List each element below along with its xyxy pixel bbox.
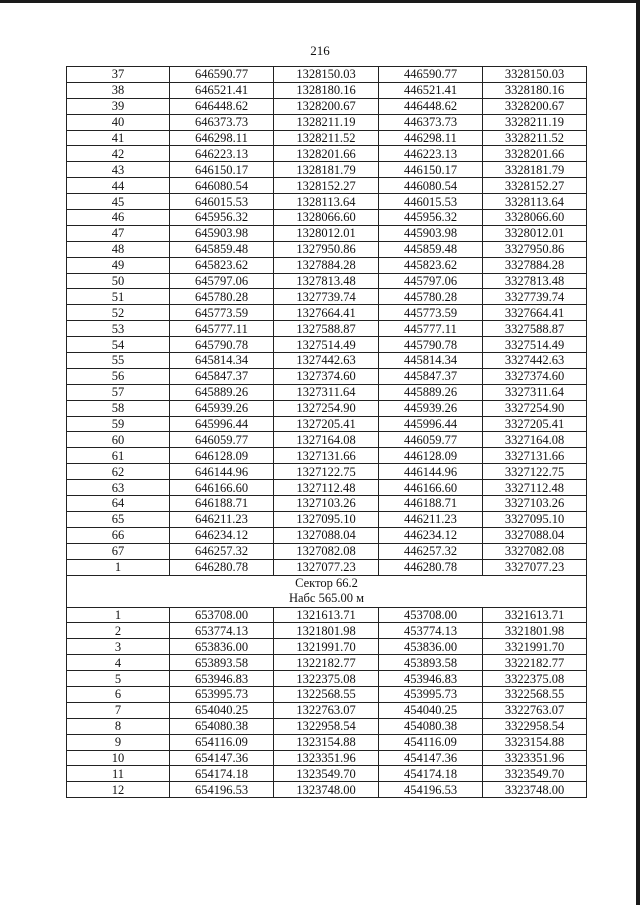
y-msk-cell: 1327664.41 xyxy=(274,305,379,321)
y-local-cell: 3327077.23 xyxy=(483,559,587,575)
x-msk-cell: 653995.73 xyxy=(170,686,274,702)
y-msk-cell: 1327095.10 xyxy=(274,511,379,527)
y-msk-cell: 1327950.86 xyxy=(274,241,379,257)
point-number-cell: 7 xyxy=(67,702,170,718)
x-local-cell: 453946.83 xyxy=(379,671,483,687)
page-number: 216 xyxy=(310,43,330,58)
point-number-cell: 4 xyxy=(67,655,170,671)
y-msk-cell: 1327088.04 xyxy=(274,527,379,543)
x-msk-cell: 646166.60 xyxy=(170,480,274,496)
point-number-cell: 10 xyxy=(67,750,170,766)
x-local-cell: 445780.28 xyxy=(379,289,483,305)
x-local-cell: 454196.53 xyxy=(379,782,483,798)
y-msk-cell: 1322763.07 xyxy=(274,702,379,718)
point-number-cell: 64 xyxy=(67,496,170,512)
y-msk-cell: 1323154.88 xyxy=(274,734,379,750)
x-msk-cell: 646150.17 xyxy=(170,162,274,178)
y-msk-cell: 1327122.75 xyxy=(274,464,379,480)
y-msk-cell: 1327164.08 xyxy=(274,432,379,448)
y-msk-cell: 1323351.96 xyxy=(274,750,379,766)
x-msk-cell: 646298.11 xyxy=(170,130,274,146)
point-number-cell: 57 xyxy=(67,384,170,400)
x-local-cell: 446234.12 xyxy=(379,527,483,543)
point-number-cell: 9 xyxy=(67,734,170,750)
x-msk-cell: 645903.98 xyxy=(170,225,274,241)
point-number-cell: 2 xyxy=(67,623,170,639)
x-local-cell: 446144.96 xyxy=(379,464,483,480)
y-msk-cell: 1327311.64 xyxy=(274,384,379,400)
point-number-cell: 40 xyxy=(67,114,170,130)
y-local-cell: 3327205.41 xyxy=(483,416,587,432)
table-row xyxy=(67,400,587,416)
point-number-cell: 62 xyxy=(67,464,170,480)
x-local-cell: 446128.09 xyxy=(379,448,483,464)
table-row xyxy=(67,432,587,448)
table-row xyxy=(67,114,587,130)
x-local-cell: 446188.71 xyxy=(379,496,483,512)
y-local-cell: 3328201.66 xyxy=(483,146,587,162)
y-local-cell: 3322763.07 xyxy=(483,702,587,718)
y-msk-cell: 1322375.08 xyxy=(274,671,379,687)
sector-subtitle: Набс 565.00 м xyxy=(288,591,365,605)
point-number-cell: 12 xyxy=(67,782,170,798)
table-row xyxy=(67,639,587,655)
point-number-cell: 52 xyxy=(67,305,170,321)
x-local-cell: 453893.58 xyxy=(379,655,483,671)
y-local-cell: 3327122.75 xyxy=(483,464,587,480)
y-msk-cell: 1327082.08 xyxy=(274,543,379,559)
table-row xyxy=(67,210,587,226)
y-local-cell: 3321613.71 xyxy=(483,607,587,623)
x-local-cell: 446015.53 xyxy=(379,194,483,210)
y-msk-cell: 1328152.27 xyxy=(274,178,379,194)
y-msk-cell: 1328181.79 xyxy=(274,162,379,178)
table-row xyxy=(67,257,587,273)
y-local-cell: 3327374.60 xyxy=(483,368,587,384)
x-local-cell: 445956.32 xyxy=(379,210,483,226)
table-row xyxy=(67,496,587,512)
y-local-cell: 3328211.52 xyxy=(483,130,587,146)
y-msk-cell: 1327813.48 xyxy=(274,273,379,289)
y-local-cell: 3328012.01 xyxy=(483,225,587,241)
table-row xyxy=(67,305,587,321)
x-local-cell: 446280.78 xyxy=(379,559,483,575)
table-row xyxy=(67,225,587,241)
table-row xyxy=(67,511,587,527)
point-number-cell: 51 xyxy=(67,289,170,305)
y-msk-cell: 1327884.28 xyxy=(274,257,379,273)
page-border-right xyxy=(636,0,640,905)
x-local-cell: 454040.25 xyxy=(379,702,483,718)
table-row xyxy=(67,130,587,146)
point-number-cell: 45 xyxy=(67,194,170,210)
y-local-cell: 3328180.16 xyxy=(483,82,587,98)
table-row xyxy=(67,702,587,718)
x-msk-cell: 645847.37 xyxy=(170,368,274,384)
y-msk-cell: 1328066.60 xyxy=(274,210,379,226)
coordinates-table xyxy=(66,66,587,798)
x-local-cell: 446590.77 xyxy=(379,67,483,83)
x-msk-cell: 645773.59 xyxy=(170,305,274,321)
point-number-cell: 1 xyxy=(67,607,170,623)
y-local-cell: 3327112.48 xyxy=(483,480,587,496)
point-number-cell: 65 xyxy=(67,511,170,527)
x-msk-cell: 654174.18 xyxy=(170,766,274,782)
x-local-cell: 453708.00 xyxy=(379,607,483,623)
point-number-cell: 55 xyxy=(67,353,170,369)
point-number-cell: 43 xyxy=(67,162,170,178)
y-local-cell: 3327088.04 xyxy=(483,527,587,543)
table-row xyxy=(67,273,587,289)
x-msk-cell: 646234.12 xyxy=(170,527,274,543)
y-local-cell: 3323549.70 xyxy=(483,766,587,782)
x-msk-cell: 646188.71 xyxy=(170,496,274,512)
x-msk-cell: 653774.13 xyxy=(170,623,274,639)
x-msk-cell: 646448.62 xyxy=(170,98,274,114)
point-number-cell: 1 xyxy=(67,559,170,575)
y-local-cell: 3327884.28 xyxy=(483,257,587,273)
table-row xyxy=(67,559,587,575)
point-number-cell: 58 xyxy=(67,400,170,416)
y-local-cell: 3327131.66 xyxy=(483,448,587,464)
y-msk-cell: 1327588.87 xyxy=(274,321,379,337)
x-local-cell: 446373.73 xyxy=(379,114,483,130)
table-row xyxy=(67,527,587,543)
y-local-cell: 3328200.67 xyxy=(483,98,587,114)
y-local-cell: 3327095.10 xyxy=(483,511,587,527)
x-msk-cell: 646257.32 xyxy=(170,543,274,559)
y-msk-cell: 1321613.71 xyxy=(274,607,379,623)
x-local-cell: 446448.62 xyxy=(379,98,483,114)
x-msk-cell: 653893.58 xyxy=(170,655,274,671)
y-msk-cell: 1328180.16 xyxy=(274,82,379,98)
table-row xyxy=(67,416,587,432)
point-number-cell: 54 xyxy=(67,337,170,353)
x-local-cell: 453774.13 xyxy=(379,623,483,639)
point-number-cell: 8 xyxy=(67,718,170,734)
y-local-cell: 3327442.63 xyxy=(483,353,587,369)
y-msk-cell: 1327112.48 xyxy=(274,480,379,496)
table-row xyxy=(67,734,587,750)
x-local-cell: 446257.32 xyxy=(379,543,483,559)
point-number-cell: 46 xyxy=(67,210,170,226)
table-row xyxy=(67,146,587,162)
table-row xyxy=(67,686,587,702)
point-number-cell: 47 xyxy=(67,225,170,241)
y-msk-cell: 1323748.00 xyxy=(274,782,379,798)
x-local-cell: 445939.26 xyxy=(379,400,483,416)
y-msk-cell: 1322568.55 xyxy=(274,686,379,702)
y-local-cell: 3327514.49 xyxy=(483,337,587,353)
point-number-cell: 6 xyxy=(67,686,170,702)
x-msk-cell: 646059.77 xyxy=(170,432,274,448)
x-msk-cell: 645956.32 xyxy=(170,210,274,226)
x-msk-cell: 654116.09 xyxy=(170,734,274,750)
table-row xyxy=(67,543,587,559)
table-body-after-sector xyxy=(67,607,587,798)
point-number-cell: 42 xyxy=(67,146,170,162)
y-msk-cell: 1328012.01 xyxy=(274,225,379,241)
sector-title: Сектор 66.2 xyxy=(295,576,358,590)
y-local-cell: 3327813.48 xyxy=(483,273,587,289)
x-msk-cell: 654040.25 xyxy=(170,702,274,718)
y-local-cell: 3323351.96 xyxy=(483,750,587,766)
x-local-cell: 445790.78 xyxy=(379,337,483,353)
y-msk-cell: 1327442.63 xyxy=(274,353,379,369)
x-msk-cell: 645939.26 xyxy=(170,400,274,416)
x-local-cell: 446166.60 xyxy=(379,480,483,496)
y-msk-cell: 1323549.70 xyxy=(274,766,379,782)
x-local-cell: 454147.36 xyxy=(379,750,483,766)
point-number-cell: 66 xyxy=(67,527,170,543)
table-row xyxy=(67,353,587,369)
point-number-cell: 50 xyxy=(67,273,170,289)
table-row xyxy=(67,337,587,353)
y-local-cell: 3328211.19 xyxy=(483,114,587,130)
x-local-cell: 445777.11 xyxy=(379,321,483,337)
table-row xyxy=(67,671,587,687)
x-local-cell: 446150.17 xyxy=(379,162,483,178)
table-row xyxy=(67,178,587,194)
x-local-cell: 445773.59 xyxy=(379,305,483,321)
x-local-cell: 445996.44 xyxy=(379,416,483,432)
y-msk-cell: 1322958.54 xyxy=(274,718,379,734)
point-number-cell: 5 xyxy=(67,671,170,687)
point-number-cell: 44 xyxy=(67,178,170,194)
y-msk-cell: 1328113.64 xyxy=(274,194,379,210)
y-msk-cell: 1327077.23 xyxy=(274,559,379,575)
point-number-cell: 3 xyxy=(67,639,170,655)
page-border-top xyxy=(0,0,640,3)
point-number-cell: 48 xyxy=(67,241,170,257)
x-local-cell: 445823.62 xyxy=(379,257,483,273)
x-local-cell: 446080.54 xyxy=(379,178,483,194)
y-local-cell: 3323748.00 xyxy=(483,782,587,798)
x-local-cell: 446521.41 xyxy=(379,82,483,98)
point-number-cell: 11 xyxy=(67,766,170,782)
point-number-cell: 41 xyxy=(67,130,170,146)
x-msk-cell: 645814.34 xyxy=(170,353,274,369)
y-msk-cell: 1327739.74 xyxy=(274,289,379,305)
y-local-cell: 3327254.90 xyxy=(483,400,587,416)
table-row xyxy=(67,162,587,178)
x-local-cell: 446059.77 xyxy=(379,432,483,448)
x-msk-cell: 653708.00 xyxy=(170,607,274,623)
y-local-cell: 3328113.64 xyxy=(483,194,587,210)
table-row xyxy=(67,782,587,798)
y-msk-cell: 1322182.77 xyxy=(274,655,379,671)
table-row xyxy=(67,321,587,337)
y-local-cell: 3327082.08 xyxy=(483,543,587,559)
x-msk-cell: 646128.09 xyxy=(170,448,274,464)
y-msk-cell: 1327103.26 xyxy=(274,496,379,512)
x-msk-cell: 646373.73 xyxy=(170,114,274,130)
y-local-cell: 3321991.70 xyxy=(483,639,587,655)
point-number-cell: 63 xyxy=(67,480,170,496)
x-msk-cell: 646521.41 xyxy=(170,82,274,98)
y-local-cell: 3328152.27 xyxy=(483,178,587,194)
x-msk-cell: 645780.28 xyxy=(170,289,274,305)
sector-header xyxy=(67,575,587,607)
point-number-cell: 53 xyxy=(67,321,170,337)
table-row xyxy=(67,241,587,257)
point-number-cell: 38 xyxy=(67,82,170,98)
table-row xyxy=(67,194,587,210)
x-msk-cell: 653836.00 xyxy=(170,639,274,655)
y-msk-cell: 1327254.90 xyxy=(274,400,379,416)
y-local-cell: 3328066.60 xyxy=(483,210,587,226)
table-row xyxy=(67,67,587,83)
table-row xyxy=(67,766,587,782)
x-local-cell: 446223.13 xyxy=(379,146,483,162)
y-msk-cell: 1328150.03 xyxy=(274,67,379,83)
x-local-cell: 454080.38 xyxy=(379,718,483,734)
x-local-cell: 446298.11 xyxy=(379,130,483,146)
x-msk-cell: 646144.96 xyxy=(170,464,274,480)
y-msk-cell: 1328211.19 xyxy=(274,114,379,130)
table-row xyxy=(67,655,587,671)
x-msk-cell: 646211.23 xyxy=(170,511,274,527)
point-number-cell: 56 xyxy=(67,368,170,384)
y-msk-cell: 1328211.52 xyxy=(274,130,379,146)
x-local-cell: 453995.73 xyxy=(379,686,483,702)
point-number-cell: 61 xyxy=(67,448,170,464)
point-number-cell: 39 xyxy=(67,98,170,114)
x-local-cell: 454116.09 xyxy=(379,734,483,750)
x-msk-cell: 645797.06 xyxy=(170,273,274,289)
y-msk-cell: 1321801.98 xyxy=(274,623,379,639)
x-msk-cell: 654080.38 xyxy=(170,718,274,734)
y-local-cell: 3322182.77 xyxy=(483,655,587,671)
sector-cell xyxy=(67,575,587,607)
table-row xyxy=(67,718,587,734)
x-msk-cell: 645859.48 xyxy=(170,241,274,257)
x-msk-cell: 654196.53 xyxy=(170,782,274,798)
table-row xyxy=(67,623,587,639)
y-local-cell: 3327164.08 xyxy=(483,432,587,448)
y-local-cell: 3328181.79 xyxy=(483,162,587,178)
table-row xyxy=(67,289,587,305)
y-local-cell: 3322568.55 xyxy=(483,686,587,702)
y-local-cell: 3327950.86 xyxy=(483,241,587,257)
x-local-cell: 445903.98 xyxy=(379,225,483,241)
x-msk-cell: 645996.44 xyxy=(170,416,274,432)
y-local-cell: 3327311.64 xyxy=(483,384,587,400)
y-local-cell: 3322375.08 xyxy=(483,671,587,687)
point-number-cell: 49 xyxy=(67,257,170,273)
y-msk-cell: 1327514.49 xyxy=(274,337,379,353)
point-number-cell: 37 xyxy=(67,67,170,83)
x-msk-cell: 645823.62 xyxy=(170,257,274,273)
sector-row xyxy=(67,575,587,607)
y-local-cell: 3327664.41 xyxy=(483,305,587,321)
y-local-cell: 3327739.74 xyxy=(483,289,587,305)
x-msk-cell: 645777.11 xyxy=(170,321,274,337)
x-msk-cell: 646280.78 xyxy=(170,559,274,575)
table-row xyxy=(67,464,587,480)
y-local-cell: 3327103.26 xyxy=(483,496,587,512)
y-local-cell: 3327588.87 xyxy=(483,321,587,337)
x-msk-cell: 645889.26 xyxy=(170,384,274,400)
x-msk-cell: 646223.13 xyxy=(170,146,274,162)
x-msk-cell: 653946.83 xyxy=(170,671,274,687)
table-row xyxy=(67,384,587,400)
point-number-cell: 67 xyxy=(67,543,170,559)
table-row xyxy=(67,480,587,496)
y-msk-cell: 1321991.70 xyxy=(274,639,379,655)
x-local-cell: 454174.18 xyxy=(379,766,483,782)
x-msk-cell: 654147.36 xyxy=(170,750,274,766)
y-msk-cell: 1327374.60 xyxy=(274,368,379,384)
x-local-cell: 445814.34 xyxy=(379,353,483,369)
y-msk-cell: 1327131.66 xyxy=(274,448,379,464)
x-msk-cell: 645790.78 xyxy=(170,337,274,353)
y-local-cell: 3322958.54 xyxy=(483,718,587,734)
y-msk-cell: 1327205.41 xyxy=(274,416,379,432)
y-msk-cell: 1328200.67 xyxy=(274,98,379,114)
x-local-cell: 445889.26 xyxy=(379,384,483,400)
table-row xyxy=(67,82,587,98)
x-local-cell: 445859.48 xyxy=(379,241,483,257)
table-row xyxy=(67,368,587,384)
table-body-before-sector xyxy=(67,67,587,576)
x-msk-cell: 646080.54 xyxy=(170,178,274,194)
x-local-cell: 445847.37 xyxy=(379,368,483,384)
x-local-cell: 453836.00 xyxy=(379,639,483,655)
table-row xyxy=(67,750,587,766)
x-msk-cell: 646590.77 xyxy=(170,67,274,83)
y-local-cell: 3328150.03 xyxy=(483,67,587,83)
point-number-cell: 59 xyxy=(67,416,170,432)
y-local-cell: 3323154.88 xyxy=(483,734,587,750)
point-number-cell: 60 xyxy=(67,432,170,448)
y-local-cell: 3321801.98 xyxy=(483,623,587,639)
table-row xyxy=(67,448,587,464)
x-local-cell: 445797.06 xyxy=(379,273,483,289)
x-local-cell: 446211.23 xyxy=(379,511,483,527)
table-row xyxy=(67,607,587,623)
x-msk-cell: 646015.53 xyxy=(170,194,274,210)
y-msk-cell: 1328201.66 xyxy=(274,146,379,162)
table-row xyxy=(67,98,587,114)
